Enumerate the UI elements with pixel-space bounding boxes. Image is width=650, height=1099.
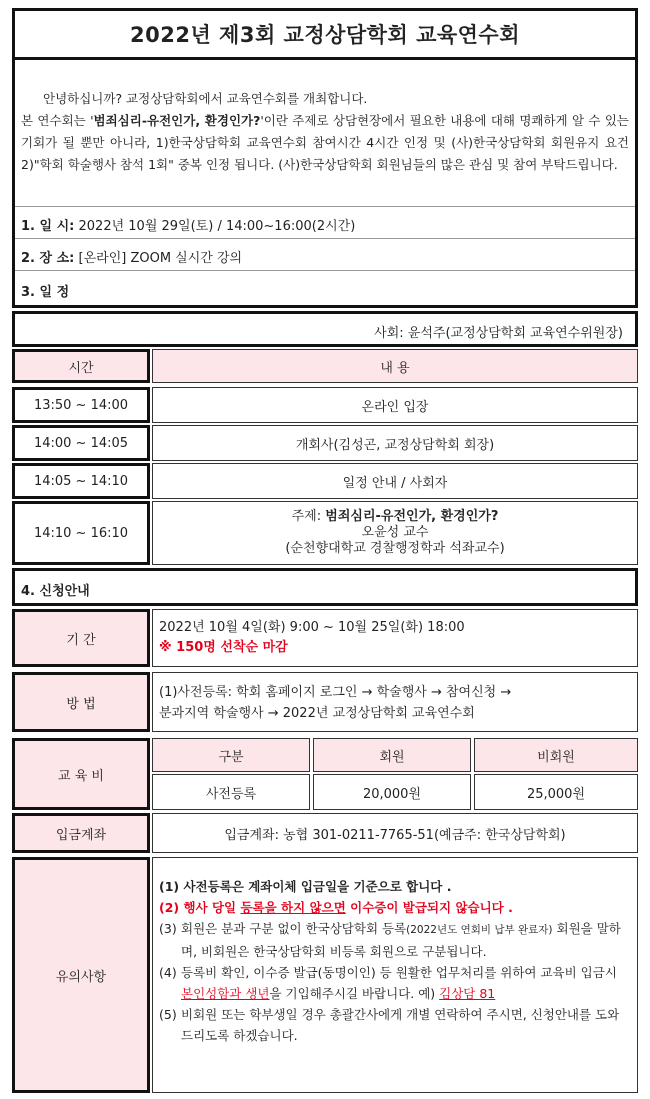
schedule-row-3-time: 14:05 ~ 14:10 [12,463,150,499]
schedule-header-time: 시간 [12,349,150,383]
account-value: 입금계좌: 농협 301-0211-7765-51(예금주: 한국상담학회) [152,813,638,853]
moderator: 사회: 윤석주(교정상담학회 교육연수위원장) [374,326,623,341]
note-2: (2) 행사 당일 등록을 하지 않으면 이수증이 발급되지 않습니다 . [159,900,513,915]
method-value-box [152,672,638,732]
schedule-row-2-time: 14:00 ~ 14:05 [12,425,150,461]
fee-header-member: 회원 [313,738,471,772]
schedule-heading: 3. 일 정 [15,270,635,305]
schedule-row-2-content: 개회사(김성곤, 교정상담학회 회장) [152,425,638,461]
note-1: (1) 사전등록은 계좌이체 입금일을 기준으로 합니다 . [159,879,452,894]
apply-heading-box [12,568,638,606]
fee-row-member: 20,000원 [313,774,471,810]
notes-box [152,857,638,1093]
intro-paragraph-1: 안녕하십니까? 교정상담학회에서 교육연수회를 개최합니다. [43,91,368,106]
schedule-row-1-time: 13:50 ~ 14:00 [12,387,150,423]
lecture-speaker: 오윤성 교수 [361,525,429,540]
intro-section [12,60,638,308]
period-value: 2022년 10월 4일(화) 9:00 ~ 10월 25일(화) 18:00 [159,620,465,635]
lecture-topic: 주제: 범죄심리-유전인가, 환경인가? [291,509,499,524]
lecture-affiliation: (순천향대학교 경찰행정학과 석좌교수) [285,541,505,556]
note-3: (3) 회원은 분과 구분 없이 한국상담학회 등록(2022년도 연회비 납부 완료자) 회원을 말하며, 비회원은 한국상담학회 비등록 회원으로 구분됩니다. [159,921,621,959]
schedule-row-4-content [152,501,638,565]
intro-text [21,88,629,176]
fee-row-nonmember: 25,000원 [474,774,638,810]
moderator-box [12,311,638,347]
fee-header-category: 구분 [152,738,310,772]
page-title: 2022년 제3회 교정상담학회 교육연수회 [130,23,520,47]
notes-label: 유의사항 [12,857,150,1093]
method-line-1: (1)사전등록: 학회 홈페이지 로그인 → 학술행사 → 참여신청 → [159,685,512,700]
apply-heading: 4. 신청안내 [21,584,90,599]
note-4: (4) 등록비 확인, 이수증 발급(동명이인) 등 원활한 업무처리를 위하여 교육비 입금시 본인성함과 생년을 기입해주시길 바랍니다. 예) 김상담 81 [159,965,617,1001]
place-line: 2. 장 소: [온라인] ZOOM 실시간 강의 [15,238,635,270]
fee-label: 교 육 비 [12,738,150,810]
period-label: 기 간 [12,609,150,667]
note-5: (5) 비회원 또는 학부생일 경우 총괄간사에게 개별 연락하여 주시면, 신청안내를 도와드리도록 하겠습니다. [159,1007,620,1043]
fee-header-nonmember: 비회원 [474,738,638,772]
account-label: 입금계좌 [12,813,150,853]
period-value-box [152,609,638,667]
method-label: 방 법 [12,672,150,732]
fee-row-category: 사전등록 [152,774,310,810]
schedule-row-3-content: 일정 안내 / 사회자 [152,463,638,499]
schedule-row-4-time: 14:10 ~ 16:10 [12,501,150,565]
schedule-row-1-content: 온라인 입장 [152,387,638,423]
date-line: 1. 일 시: 2022년 10월 29일(토) / 14:00~16:00(2시간) [15,206,635,238]
method-line-2: 분과지역 학술행사 → 2022년 교정상담학회 교육연수회 [159,706,475,721]
schedule-header-content: 내 용 [152,349,638,383]
title-box [12,8,638,60]
intro-paragraph-2: 본 연수회는 '범죄심리-유전인가, 환경인가?'이란 주제로 상담현장에서 필요한 내용에 대해 명쾌하게 알 수 있는 기회가 될 뿐만 아니라, 1)한국상담학회 교육연수회 참여시간 4시간 인정 및 (사)한국상담학회 회원유지 요건 2)"학회 학술행사 참석 1회" 중복 인정 됩니다. (사)한국상담학회 회원님들의 많은 관심 및 참여 부탁드립니다. [21,113,629,172]
period-note: ※ 150명 선착순 마감 [159,640,288,655]
